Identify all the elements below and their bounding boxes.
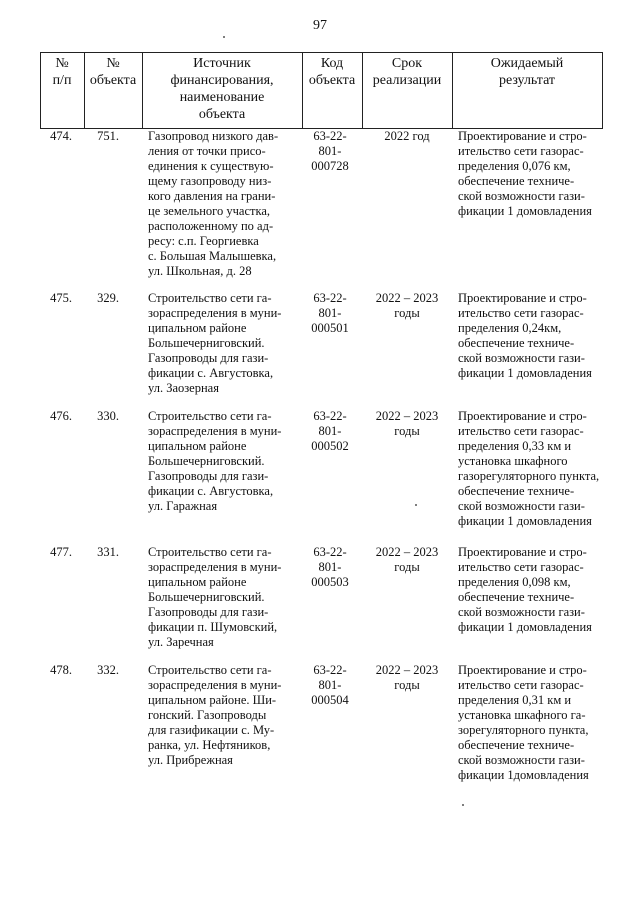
- table-row: [40, 129, 603, 291]
- cell-line: 000504: [311, 693, 349, 707]
- cell-line: 2022 – 2023: [375, 291, 439, 305]
- cell-line: 2022 – 2023: [375, 545, 439, 559]
- cell-line: для газификации с. Му-: [148, 723, 275, 737]
- header-source: [142, 55, 302, 123]
- cell-line: 801-: [318, 560, 342, 574]
- header-result: [452, 55, 602, 89]
- cell-line: ципальном районе: [148, 575, 247, 589]
- cell-line: годы: [394, 306, 420, 320]
- cell-line: ул. Прибрежная: [148, 753, 233, 767]
- cell-line: ул. Заречная: [148, 635, 214, 649]
- cell-line: пределения 0,24км,: [458, 321, 562, 335]
- row-number: 475.: [50, 291, 72, 305]
- cell-line: пределения 0,098 км,: [458, 575, 571, 589]
- table-row: [40, 663, 603, 793]
- cell-line: установка шкафного: [458, 454, 568, 468]
- cell-line: 801-: [318, 144, 342, 158]
- cell-line: годы: [394, 424, 420, 438]
- header-border: [602, 53, 603, 128]
- header-line: объекта: [308, 73, 356, 88]
- cell-line: ской возможности гази-: [458, 753, 585, 767]
- cell-line: пределения 0,31 км и: [458, 693, 572, 707]
- cell-line: Строительство сети га-: [148, 545, 272, 559]
- term-cell: [366, 663, 448, 693]
- cell-line: ресу: с.п. Георгиевка: [148, 234, 259, 248]
- cell-line: единения к существую-: [148, 159, 274, 173]
- code-cell: [305, 545, 355, 590]
- cell-line: ительство сети газорас-: [458, 144, 584, 158]
- cell-line: гонский. Газопроводы: [148, 708, 267, 722]
- object-number: 330.: [97, 409, 119, 423]
- cell-line: ительство сети газорас-: [458, 678, 584, 692]
- cell-line: зораспределения в муни-: [148, 678, 282, 692]
- cell-line: фикации 1 домовладения: [458, 366, 592, 380]
- cell-line: 63-22-: [313, 291, 347, 305]
- header-line: №: [55, 56, 69, 71]
- cell-line: ительство сети газорас-: [458, 424, 584, 438]
- result-cell: [458, 663, 606, 783]
- cell-line: ципальном районе. Ши-: [148, 693, 277, 707]
- cell-line: фикации 1 домовладения: [458, 204, 592, 218]
- cell-line: 63-22-: [313, 663, 347, 677]
- cell-line: 63-22-: [313, 545, 347, 559]
- cell-line: фикации с. Августовка,: [148, 366, 274, 380]
- cell-line: Проектирование и стро-: [458, 291, 587, 305]
- cell-line: ской возможности гази-: [458, 499, 585, 513]
- cell-line: 000728: [311, 159, 349, 173]
- header-term: [362, 55, 452, 89]
- projects-table: [40, 52, 603, 793]
- table-body: [40, 129, 603, 793]
- code-cell: [305, 291, 355, 336]
- cell-line: пределения 0,076 км,: [458, 159, 571, 173]
- cell-line: Строительство сети га-: [148, 291, 272, 305]
- table-row: [40, 409, 603, 545]
- table-row: [40, 291, 603, 409]
- result-cell: [458, 409, 606, 529]
- result-cell: [458, 545, 606, 635]
- term-cell: [366, 291, 448, 321]
- cell-line: 63-22-: [313, 129, 347, 143]
- cell-line: ципальном районе: [148, 439, 247, 453]
- cell-line: 801-: [318, 424, 342, 438]
- cell-line: годы: [394, 560, 420, 574]
- object-number: 751.: [97, 129, 119, 143]
- header-line: реализации: [372, 73, 442, 88]
- header-line: п/п: [52, 73, 72, 88]
- object-number: 331.: [97, 545, 119, 559]
- page-number: 97: [313, 18, 327, 33]
- cell-line: 801-: [318, 678, 342, 692]
- row-number: 478.: [50, 663, 72, 677]
- cell-line: 000503: [311, 575, 349, 589]
- cell-line: ительство сети газорас-: [458, 560, 584, 574]
- cell-line: обеспечение техниче-: [458, 336, 575, 350]
- cell-line: газорегуляторного пункта,: [458, 469, 600, 483]
- cell-line: зорегуляторного пункта,: [458, 723, 589, 737]
- header-line: Источник: [193, 56, 251, 71]
- cell-line: Газопроводы для гази-: [148, 351, 269, 365]
- code-cell: [305, 129, 355, 174]
- cell-line: Строительство сети га-: [148, 409, 272, 423]
- cell-line: 801-: [318, 306, 342, 320]
- code-cell: [305, 663, 355, 708]
- cell-line: Большечерниговский.: [148, 454, 265, 468]
- cell-line: ской возможности гази-: [458, 189, 585, 203]
- cell-line: 000501: [311, 321, 349, 335]
- term-cell: [366, 129, 448, 144]
- header-line: результат: [498, 73, 556, 88]
- row-number: 477.: [50, 545, 72, 559]
- cell-line: годы: [394, 678, 420, 692]
- row-number: 476.: [50, 409, 72, 423]
- cell-line: Газопроводы для гази-: [148, 605, 269, 619]
- cell-line: ительство сети газорас-: [458, 306, 584, 320]
- cell-line: фикации 1 домовладения: [458, 620, 592, 634]
- cell-line: обеспечение техниче-: [458, 590, 575, 604]
- cell-line: Проектирование и стро-: [458, 663, 587, 677]
- cell-line: кого давления на грани-: [148, 189, 276, 203]
- header-line: Срок: [391, 56, 423, 71]
- term-cell: [366, 409, 448, 439]
- header-line: объекта: [89, 73, 137, 88]
- scan-speck: [223, 36, 225, 38]
- cell-line: обеспечение техниче-: [458, 484, 575, 498]
- cell-line: обеспечение техниче-: [458, 174, 575, 188]
- header-line: объекта: [198, 107, 246, 122]
- object-number: 332.: [97, 663, 119, 677]
- header-line: наименование: [179, 90, 265, 105]
- cell-line: 63-22-: [313, 409, 347, 423]
- cell-line: Проектирование и стро-: [458, 129, 587, 143]
- code-cell: [305, 409, 355, 454]
- cell-line: с. Большая Малышевка,: [148, 249, 277, 263]
- cell-line: фикации 1 домовладения: [458, 514, 592, 528]
- source-cell: [148, 545, 298, 650]
- cell-line: ул. Гаражная: [148, 499, 218, 513]
- cell-line: це земельного участка,: [148, 204, 271, 218]
- term-cell: [366, 545, 448, 575]
- cell-line: установка шкафного га-: [458, 708, 586, 722]
- cell-line: Строительство сети га-: [148, 663, 272, 677]
- scan-speck: [462, 804, 464, 806]
- result-cell: [458, 129, 606, 219]
- header-line: финансирования,: [170, 73, 274, 88]
- header-line: Ожидаемый: [490, 56, 564, 71]
- source-cell: [148, 129, 298, 279]
- cell-line: обеспечение техниче-: [458, 738, 575, 752]
- header-line: Код: [320, 56, 344, 71]
- result-cell: [458, 291, 606, 381]
- scan-speck: [415, 504, 417, 506]
- cell-line: ской возможности гази-: [458, 351, 585, 365]
- cell-line: 2022 – 2023: [375, 663, 439, 677]
- cell-line: 2022 – 2023: [375, 409, 439, 423]
- cell-line: 2022 год: [384, 129, 430, 143]
- cell-line: ул. Заозерная: [148, 381, 219, 395]
- header-object-no: [84, 55, 142, 89]
- cell-line: пределения 0,33 км и: [458, 439, 572, 453]
- object-number: 329.: [97, 291, 119, 305]
- header-row-no: [40, 55, 84, 89]
- cell-line: ул. Школьная, д. 28: [148, 264, 252, 278]
- cell-line: ранка, ул. Нефтяников,: [148, 738, 271, 752]
- header-code: [302, 55, 362, 89]
- header-line: №: [106, 56, 120, 71]
- source-cell: [148, 409, 298, 514]
- cell-line: ципальном районе: [148, 321, 247, 335]
- cell-line: зораспределения в муни-: [148, 424, 282, 438]
- cell-line: фикации 1домовладения: [458, 768, 589, 782]
- source-cell: [148, 663, 298, 768]
- cell-line: ления от точки присо-: [148, 144, 266, 158]
- cell-line: Большечерниговский.: [148, 590, 265, 604]
- cell-line: Большечерниговский.: [148, 336, 265, 350]
- cell-line: Газопровод низкого дав-: [148, 129, 279, 143]
- row-number: 474.: [50, 129, 72, 143]
- cell-line: Газопроводы для гази-: [148, 469, 269, 483]
- cell-line: зораспределения в муни-: [148, 306, 282, 320]
- cell-line: расположенному по ад-: [148, 219, 274, 233]
- cell-line: зораспределения в муни-: [148, 560, 282, 574]
- cell-line: Проектирование и стро-: [458, 409, 587, 423]
- cell-line: 000502: [311, 439, 349, 453]
- source-cell: [148, 291, 298, 396]
- cell-line: ской возможности гази-: [458, 605, 585, 619]
- cell-line: щему газопроводу низ-: [148, 174, 272, 188]
- table-row: [40, 545, 603, 663]
- table-header: [40, 52, 603, 129]
- cell-line: Проектирование и стро-: [458, 545, 587, 559]
- cell-line: фикации с. Августовка,: [148, 484, 274, 498]
- cell-line: фикации п. Шумовский,: [148, 620, 278, 634]
